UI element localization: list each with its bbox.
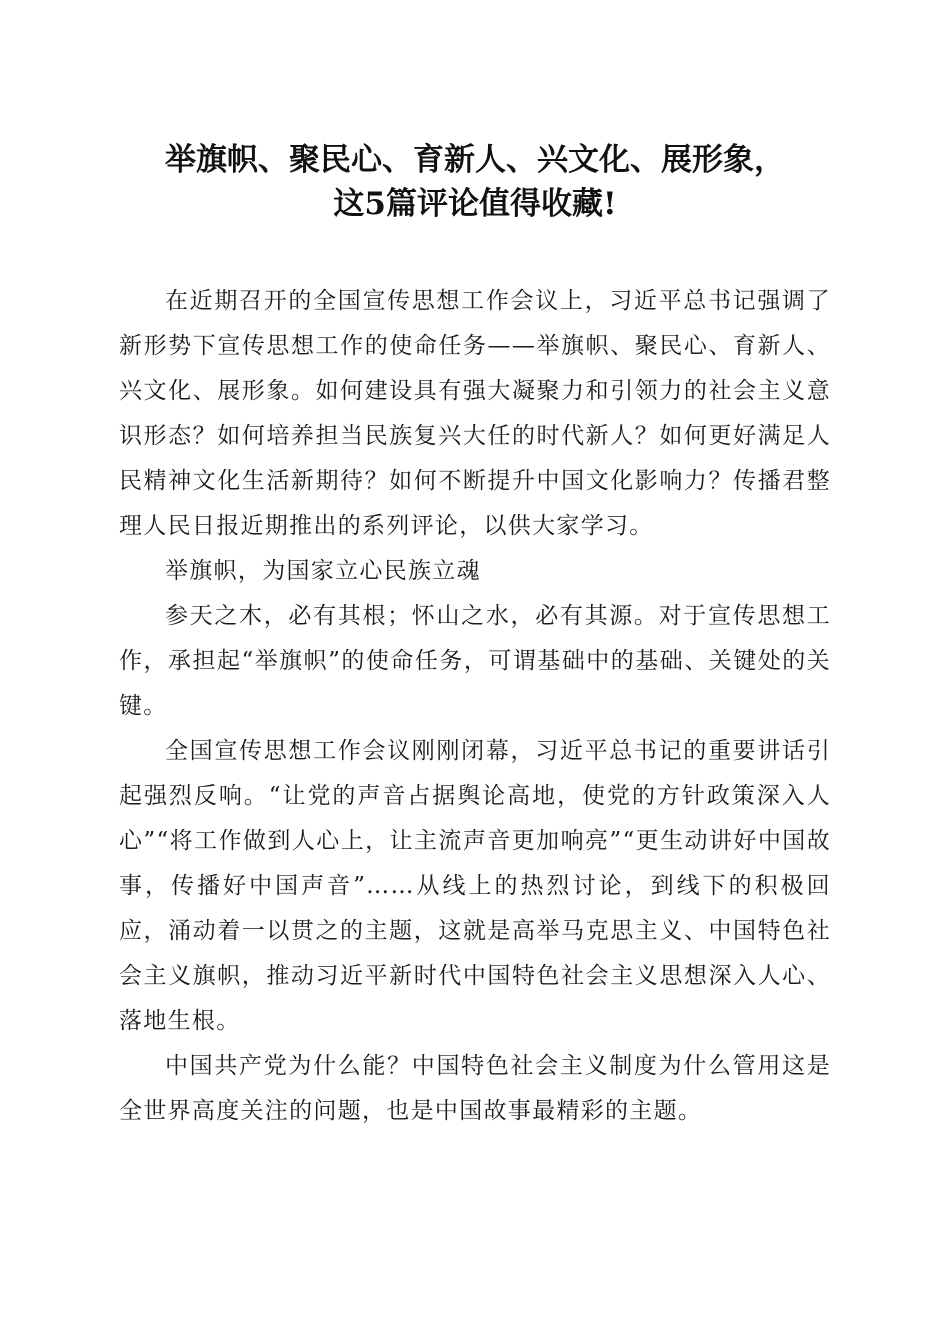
title-line-2: 这5篇评论值得收藏! — [333, 186, 617, 222]
document-body — [119, 279, 831, 1134]
paragraph: 全国宣传思想工作会议刚刚闭幕，习近平总书记的重要讲话引起强烈反响。“让党的声音占据舆论高地，使党的方针政策深入人心”“将工作做到人心上，让主流声音更加响亮”“更生动讲好中国故事，传播好中国声音”……从线上的热烈讨论，到线下的积极回应，涌动着一以贯之的主题，这就是高举马克思主义、中国特色社会主义旗帜，推动习近平新时代中国特色社会主义思想深入人心、落地生根。 — [119, 738, 831, 1034]
title-line-1: 举旗帜、聚民心、育新人、兴文化、展形象， — [165, 142, 785, 178]
paragraph-intro: 在近期召开的全国宣传思想工作会议上，习近平总书记强调了新形势下宣传思想工作的使命任务——举旗帜、聚民心、育新人、兴文化、展形象。如何建设具有强大凝聚力和引领力的社会主义意识形态？如何培养担当民族复兴大任的时代新人？如何更好满足人民精神文化生活新期待？如何不断提升中国文化影响力？传播君整理人民日报近期推出的系列评论，以供大家学习。 — [119, 288, 831, 539]
document-title — [90, 138, 860, 226]
paragraph: 中国共产党为什么能？中国特色社会主义制度为什么管用这是全世界高度关注的问题，也是中国故事最精彩的主题。 — [119, 1053, 831, 1124]
paragraph: 参天之木，必有其根；怀山之水，必有其源。对于宣传思想工作，承担起“举旗帜”的使命任务，可谓基础中的基础、关键处的关键。 — [119, 603, 831, 719]
section-heading: 举旗帜，为国家立心民族立魂 — [165, 558, 481, 584]
